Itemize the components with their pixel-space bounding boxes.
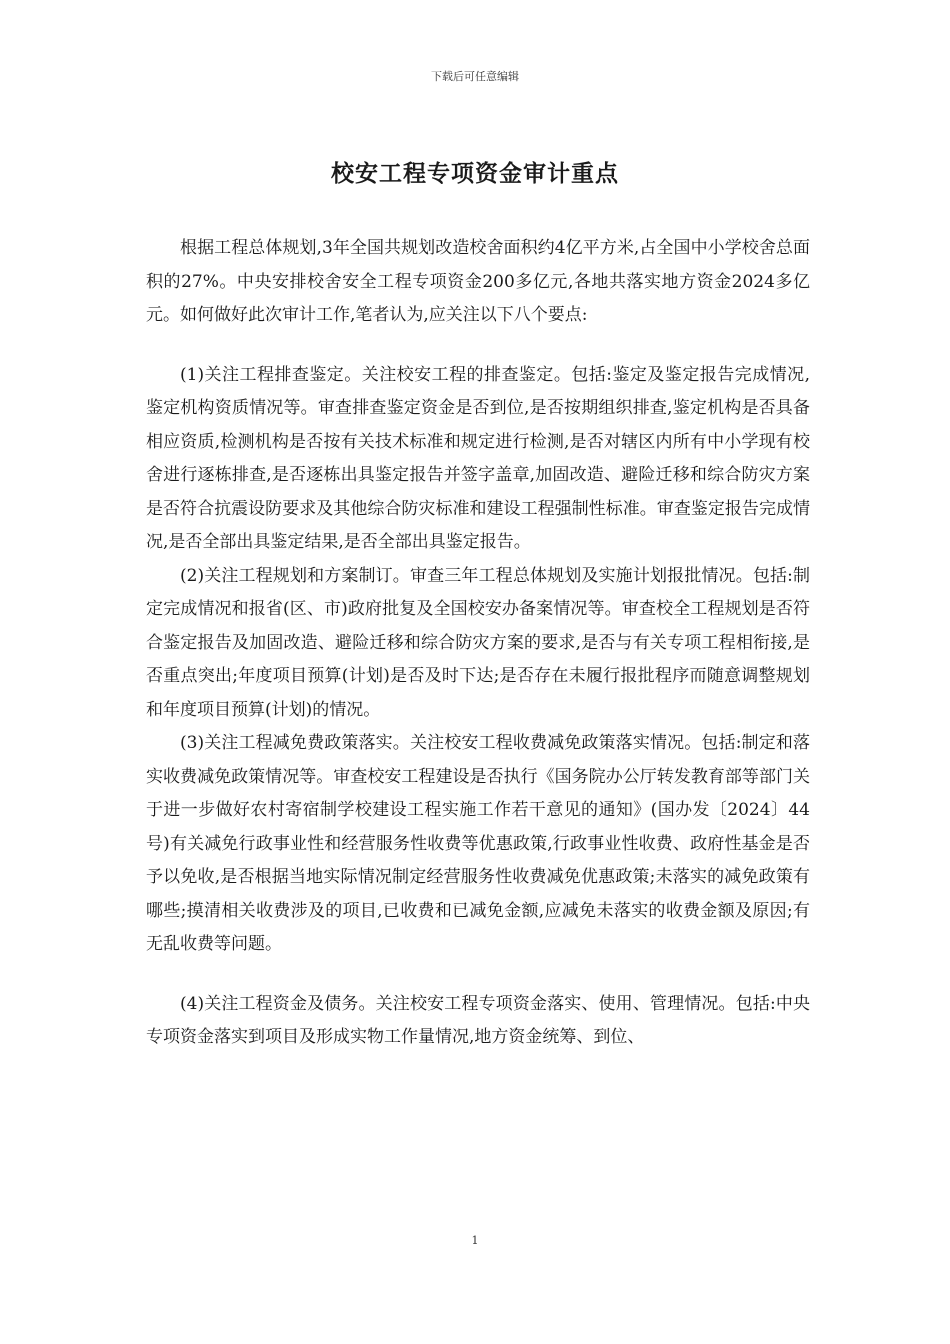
paragraph-3: (3)关注工程减免费政策落实。关注校安工程收费减免政策落实情况。包括:制定和落实收费减免政策情况等。审查校安工程建设是否执行《国务院办公厅转发教育部等部门关于进一步做好农村寄宿制学校建设工程实施工作若干意见的通知》(国办发〔2024〕44号)有关减免行政事业性和经营服务性收费等优惠政策,行政事业性收费、政府性基金是否予以免收,是否根据当地实际情况制定经营服务性收费减免优惠政策;未落实的减免政策有哪些;摸清相关收费涉及的项目,已收费和已减免金额,应减免未落实的收费金额及原因;有无乱收费等问题。 — [146, 733, 810, 954]
paragraph-2: (2)关注工程规划和方案制订。审查三年工程总体规划及实施计划报批情况。包括:制定完成情况和报省(区、市)政府批复及全国校安办备案情况等。审查校全工程规划是否符合鉴定报告及加固改造、避险迁移和综合防灾方案的要求,是否与有关专项工程相衔接,是否重点突出;年度项目预算(计划)是否及时下达;是否存在未履行报批程序而随意调整规划和年度项目预算(计划)的情况。 — [146, 565, 810, 720]
paragraph-intro: 根据工程总体规划,3年全国共规划改造校舍面积约4亿平方米,占全国中小学校舍总面积的27%。中央安排校舍安全工程专项资金200多亿元,各地共落实地方资金2024多亿元。如何做好此次审计工作,笔者认为,应关注以下八个要点: — [146, 238, 810, 325]
page-number: 1 — [471, 1234, 479, 1247]
paragraph-4: (4)关注工程资金及债务。关注校安工程专项资金落实、使用、管理情况。包括:中央专项资金落实到项目及形成实物工作量情况,地方资金统筹、到位、 — [146, 993, 810, 1047]
document-title: 校安工程专项资金审计重点 — [331, 160, 619, 187]
document-body — [146, 232, 810, 1055]
paragraph-1: (1)关注工程排查鉴定。关注校安工程的排查鉴定。包括:鉴定及鉴定报告完成情况,鉴定机构资质情况等。审查排查鉴定资金是否到位,是否按期组织排查,鉴定机构是否具备相应资质,检测机构是否按有关技术标准和规定进行检测,是否对辖区内所有中小学现有校舍进行逐栋排查,是否逐栋出具鉴定报告并签字盖章,加固改造、避险迁移和综合防灾方案是否符合抗震设防要求及其他综合防灾标准和建设工程强制性标准。审查鉴定报告完成情况,是否全部出具鉴定结果,是否全部出具鉴定报告。 — [146, 364, 810, 552]
header-note: 下载后可任意编辑 — [431, 70, 519, 83]
